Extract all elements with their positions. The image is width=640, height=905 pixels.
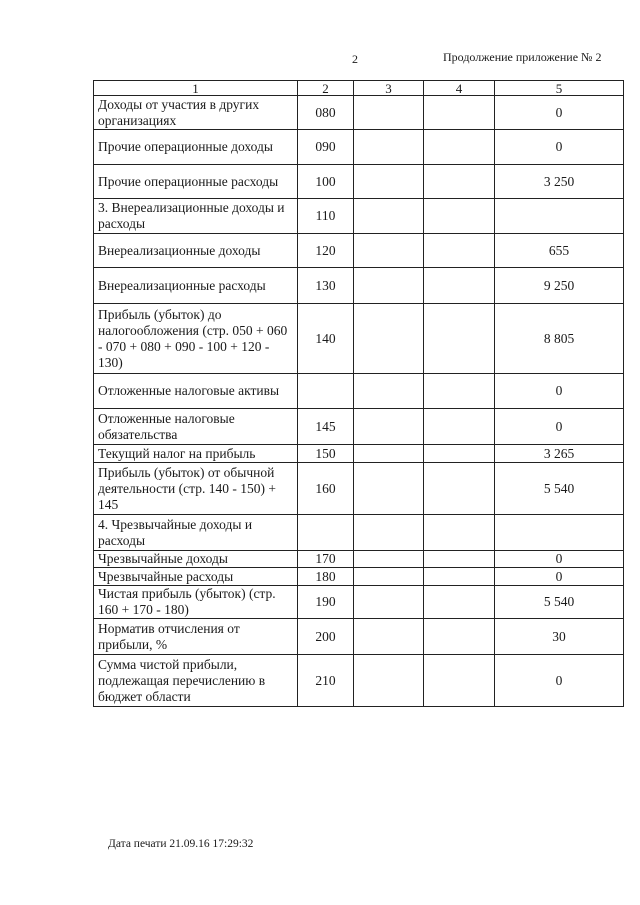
- row-code: 180: [298, 568, 354, 586]
- row-col4: [424, 409, 495, 445]
- row-value: 0: [495, 96, 624, 130]
- row-value: 30: [495, 619, 624, 655]
- row-col4: [424, 165, 495, 199]
- row-name: Прочие операционные доходы: [94, 130, 298, 165]
- column-header: 1: [94, 81, 298, 96]
- table-row: [94, 568, 624, 586]
- row-col4: [424, 268, 495, 304]
- row-value: 0: [495, 409, 624, 445]
- table-row: [94, 130, 624, 165]
- table-row: [94, 234, 624, 268]
- row-col4: [424, 96, 495, 130]
- row-name: Прочие операционные расходы: [94, 165, 298, 199]
- row-col3: [354, 463, 424, 515]
- row-code: 160: [298, 463, 354, 515]
- table-row: [94, 586, 624, 619]
- row-col3: [354, 268, 424, 304]
- column-header: 3: [354, 81, 424, 96]
- continuation-label: Продолжение приложение № 2: [443, 50, 602, 64]
- print-date: Дата печати 21.09.16 17:29:32: [108, 838, 254, 850]
- row-col4: [424, 463, 495, 515]
- row-col3: [354, 409, 424, 445]
- row-name: Чистая прибыль (убыток) (стр. 160 + 170 - 180): [94, 586, 298, 619]
- row-code: 080: [298, 96, 354, 130]
- row-col3: [354, 199, 424, 234]
- row-col3: [354, 568, 424, 586]
- row-value: 8 805: [495, 304, 624, 374]
- row-value: [495, 199, 624, 234]
- row-col4: [424, 374, 495, 409]
- row-name: Сумма чистой прибыли, подлежащая перечислению в бюджет области: [94, 655, 298, 707]
- row-col4: [424, 199, 495, 234]
- table-row: [94, 445, 624, 463]
- row-col3: [354, 445, 424, 463]
- row-name: 3. Внереализационные доходы и расходы: [94, 199, 298, 234]
- row-code: 130: [298, 268, 354, 304]
- row-value: 0: [495, 568, 624, 586]
- table-row: [94, 199, 624, 234]
- row-col4: [424, 551, 495, 568]
- row-code: 200: [298, 619, 354, 655]
- row-code: [298, 374, 354, 409]
- row-name: Чрезвычайные доходы: [94, 551, 298, 568]
- row-col4: [424, 515, 495, 551]
- row-col3: [354, 96, 424, 130]
- row-value: 5 540: [495, 463, 624, 515]
- row-col3: [354, 515, 424, 551]
- row-code: 090: [298, 130, 354, 165]
- row-col4: [424, 234, 495, 268]
- row-code: 190: [298, 586, 354, 619]
- table-row: [94, 304, 624, 374]
- row-col4: [424, 586, 495, 619]
- row-name: Прибыль (убыток) от обычной деятельности (стр. 140 - 150) + 145: [94, 463, 298, 515]
- row-name: Отложенные налоговые активы: [94, 374, 298, 409]
- row-code: 140: [298, 304, 354, 374]
- row-name: Внереализационные расходы: [94, 268, 298, 304]
- column-header: 4: [424, 81, 495, 96]
- row-name: Прибыль (убыток) до налогообложения (стр. 050 + 060 - 070 + 080 + 090 - 100 + 120 - 130): [94, 304, 298, 374]
- table-row: [94, 551, 624, 568]
- table-row: [94, 655, 624, 707]
- row-value: 655: [495, 234, 624, 268]
- row-code: 150: [298, 445, 354, 463]
- row-value: 0: [495, 130, 624, 165]
- table-row: [94, 268, 624, 304]
- row-name: 4. Чрезвычайные доходы и расходы: [94, 515, 298, 551]
- row-code: [298, 515, 354, 551]
- row-name: Норматив отчисления от прибыли, %: [94, 619, 298, 655]
- column-header: 2: [298, 81, 354, 96]
- row-code: 120: [298, 234, 354, 268]
- table-row: [94, 463, 624, 515]
- row-code: 210: [298, 655, 354, 707]
- row-code: 110: [298, 199, 354, 234]
- report-table: [93, 80, 624, 707]
- row-col3: [354, 165, 424, 199]
- row-value: 3 265: [495, 445, 624, 463]
- row-col4: [424, 568, 495, 586]
- row-col4: [424, 445, 495, 463]
- row-col4: [424, 304, 495, 374]
- row-code: 100: [298, 165, 354, 199]
- table-row: [94, 619, 624, 655]
- row-value: 0: [495, 655, 624, 707]
- row-col3: [354, 304, 424, 374]
- row-col3: [354, 586, 424, 619]
- row-value: 9 250: [495, 268, 624, 304]
- row-name: Отложенные налоговые обязательства: [94, 409, 298, 445]
- row-col3: [354, 130, 424, 165]
- table-row: [94, 96, 624, 130]
- row-col3: [354, 551, 424, 568]
- row-name: Чрезвычайные расходы: [94, 568, 298, 586]
- row-value: 3 250: [495, 165, 624, 199]
- page-number: 2: [352, 52, 358, 66]
- row-name: Доходы от участия в других организациях: [94, 96, 298, 130]
- table-row: [94, 515, 624, 551]
- row-col4: [424, 130, 495, 165]
- row-col3: [354, 374, 424, 409]
- row-value: 0: [495, 374, 624, 409]
- table-row: [94, 165, 624, 199]
- row-col3: [354, 655, 424, 707]
- row-code: 145: [298, 409, 354, 445]
- row-col4: [424, 655, 495, 707]
- column-header: 5: [495, 81, 624, 96]
- table-row: [94, 374, 624, 409]
- row-col3: [354, 234, 424, 268]
- row-value: [495, 515, 624, 551]
- row-name: Внереализационные доходы: [94, 234, 298, 268]
- row-name: Текущий налог на прибыль: [94, 445, 298, 463]
- row-col4: [424, 619, 495, 655]
- table-row: [94, 409, 624, 445]
- row-value: 5 540: [495, 586, 624, 619]
- row-col3: [354, 619, 424, 655]
- row-value: 0: [495, 551, 624, 568]
- row-code: 170: [298, 551, 354, 568]
- table-header-row: [94, 81, 624, 96]
